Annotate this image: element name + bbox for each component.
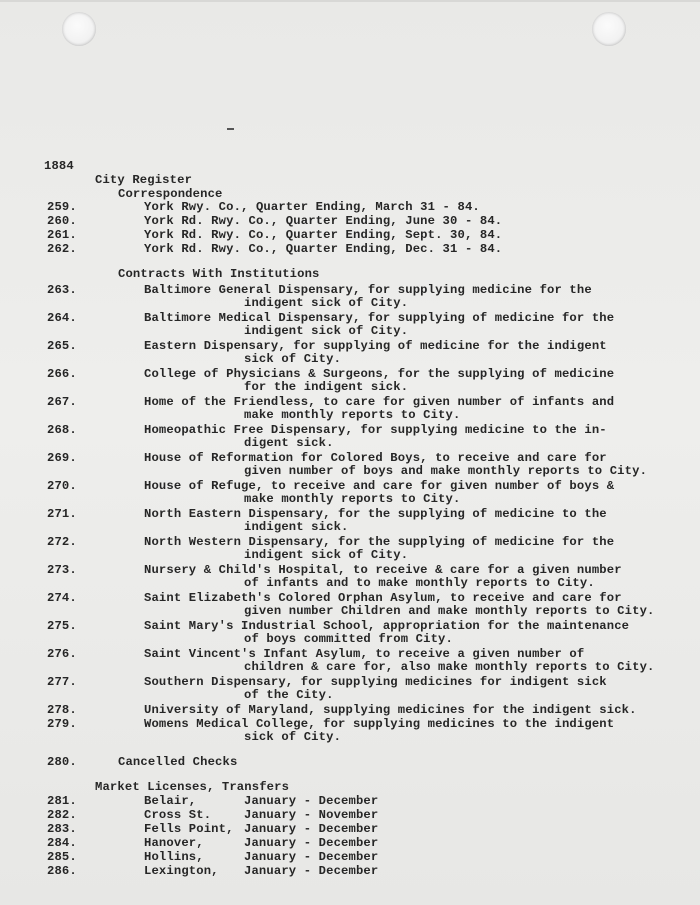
entry-text-continued: digent sick. bbox=[244, 436, 334, 450]
entry-number: 278. bbox=[47, 703, 77, 717]
entry-number: 259. bbox=[47, 200, 77, 214]
entry-text: North Eastern Dispensary, for the supplying of medicine to the bbox=[144, 507, 607, 521]
entry-number: 265. bbox=[47, 339, 77, 353]
entry-text: House of Refuge, to receive and care for given number of boys & bbox=[144, 479, 615, 493]
entry-text: Saint Vincent's Infant Asylum, to receive a given number of bbox=[144, 647, 585, 661]
entry-text: Nursery & Child's Hospital, to receive & care for a given number bbox=[144, 563, 622, 577]
market-name: Lexington, bbox=[144, 864, 219, 878]
entry-text-continued: of the City. bbox=[244, 688, 334, 702]
stray-mark bbox=[227, 128, 234, 130]
entry-text: Baltimore General Dispensary, for supplying medicine for the bbox=[144, 283, 592, 297]
contracts-heading: Contracts With Institutions bbox=[118, 267, 320, 281]
entry-text-continued: for the indigent sick. bbox=[244, 380, 409, 394]
entry-text: York Rd. Rwy. Co., Quarter Ending, June 30 - 84. bbox=[144, 214, 503, 228]
entry-text: College of Physicians & Surgeons, for the supplying of medicine bbox=[144, 367, 615, 381]
entry-number: 284. bbox=[47, 836, 77, 850]
entry-number: 275. bbox=[47, 619, 77, 633]
entry-text-continued: indigent sick. bbox=[244, 520, 349, 534]
entry-text: Baltimore Medical Dispensary, for supplying of medicine for the bbox=[144, 311, 615, 325]
entry-number: 277. bbox=[47, 675, 77, 689]
market-range: January - November bbox=[244, 808, 379, 822]
entry-text-continued: given number of boys and make monthly reports to City. bbox=[244, 464, 648, 478]
entry-text-continued: given number Children and make monthly reports to City. bbox=[244, 604, 655, 618]
entry-number: 285. bbox=[47, 850, 77, 864]
year-heading: 1884 bbox=[44, 159, 74, 173]
entry-number: 273. bbox=[47, 563, 77, 577]
entry-number: 282. bbox=[47, 808, 77, 822]
entry-text: University of Maryland, supplying medicines for the indigent sick. bbox=[144, 703, 637, 717]
entry-text-continued: indigent sick of City. bbox=[244, 324, 409, 338]
entry-number: 260. bbox=[47, 214, 77, 228]
entry-text: York Rd. Rwy. Co., Quarter Ending, Dec. 31 - 84. bbox=[144, 242, 503, 256]
entry-text: Homeopathic Free Dispensary, for supplying medicine to the in- bbox=[144, 423, 607, 437]
entry-text-continued: make monthly reports to City. bbox=[244, 492, 461, 506]
entry-text-continued: of infants and to make monthly reports to City. bbox=[244, 576, 595, 590]
entry-number: 272. bbox=[47, 535, 77, 549]
entry-number: 270. bbox=[47, 479, 77, 493]
punch-hole-right bbox=[592, 12, 626, 46]
entry-text-continued: indigent sick of City. bbox=[244, 296, 409, 310]
entry-number: 281. bbox=[47, 794, 77, 808]
entry-text: Womens Medical College, for supplying medicines to the indigent bbox=[144, 717, 615, 731]
entry-number: 271. bbox=[47, 507, 77, 521]
market-heading: Market Licenses, Transfers bbox=[95, 780, 290, 794]
entry-text: York Rwy. Co., Quarter Ending, March 31 - 84. bbox=[144, 200, 480, 214]
cancelled-checks-heading: Cancelled Checks bbox=[118, 755, 238, 769]
entry-number: 286. bbox=[47, 864, 77, 878]
entry-number: 280. bbox=[47, 755, 77, 769]
entry-text-continued: of boys committed from City. bbox=[244, 632, 453, 646]
market-name: Hollins, bbox=[144, 850, 204, 864]
market-name: Cross St. bbox=[144, 808, 212, 822]
entry-number: 266. bbox=[47, 367, 77, 381]
market-range: January - December bbox=[244, 850, 379, 864]
market-name: Belair, bbox=[144, 794, 197, 808]
entry-number: 269. bbox=[47, 451, 77, 465]
entry-number: 268. bbox=[47, 423, 77, 437]
entry-number: 261. bbox=[47, 228, 77, 242]
market-name: Fells Point, bbox=[144, 822, 234, 836]
entry-number: 267. bbox=[47, 395, 77, 409]
entry-text: North Western Dispensary, for the supplying of medicine for the bbox=[144, 535, 615, 549]
entry-text: Eastern Dispensary, for supplying of medicine for the indigent bbox=[144, 339, 607, 353]
entry-number: 264. bbox=[47, 311, 77, 325]
entry-text: York Rd. Rwy. Co., Quarter Ending, Sept. 30, 84. bbox=[144, 228, 503, 242]
market-range: January - December bbox=[244, 822, 379, 836]
entry-text-continued: sick of City. bbox=[244, 352, 342, 366]
entry-number: 262. bbox=[47, 242, 77, 256]
market-name: Hanover, bbox=[144, 836, 204, 850]
entry-text: Saint Elizabeth's Colored Orphan Asylum, to receive and care for bbox=[144, 591, 622, 605]
entry-number: 283. bbox=[47, 822, 77, 836]
entry-text: House of Reformation for Colored Boys, to receive and care for bbox=[144, 451, 607, 465]
entry-text-continued: indigent sick of City. bbox=[244, 548, 409, 562]
section-title: City Register bbox=[95, 173, 193, 187]
punch-hole-left bbox=[62, 12, 96, 46]
entry-text: Southern Dispensary, for supplying medicines for indigent sick bbox=[144, 675, 607, 689]
entry-number: 279. bbox=[47, 717, 77, 731]
entry-number: 274. bbox=[47, 591, 77, 605]
market-range: January - December bbox=[244, 836, 379, 850]
entry-text: Home of the Friendless, to care for given number of infants and bbox=[144, 395, 615, 409]
market-range: January - December bbox=[244, 794, 379, 808]
entry-text-continued: sick of City. bbox=[244, 730, 342, 744]
page-edge bbox=[0, 0, 700, 2]
entry-number: 263. bbox=[47, 283, 77, 297]
entry-text: Saint Mary's Industrial School, appropriation for the maintenance bbox=[144, 619, 630, 633]
market-range: January - December bbox=[244, 864, 379, 878]
entry-text-continued: make monthly reports to City. bbox=[244, 408, 461, 422]
entry-text-continued: children & care for, also make monthly reports to City. bbox=[244, 660, 655, 674]
correspondence-heading: Correspondence bbox=[118, 187, 223, 201]
entry-number: 276. bbox=[47, 647, 77, 661]
